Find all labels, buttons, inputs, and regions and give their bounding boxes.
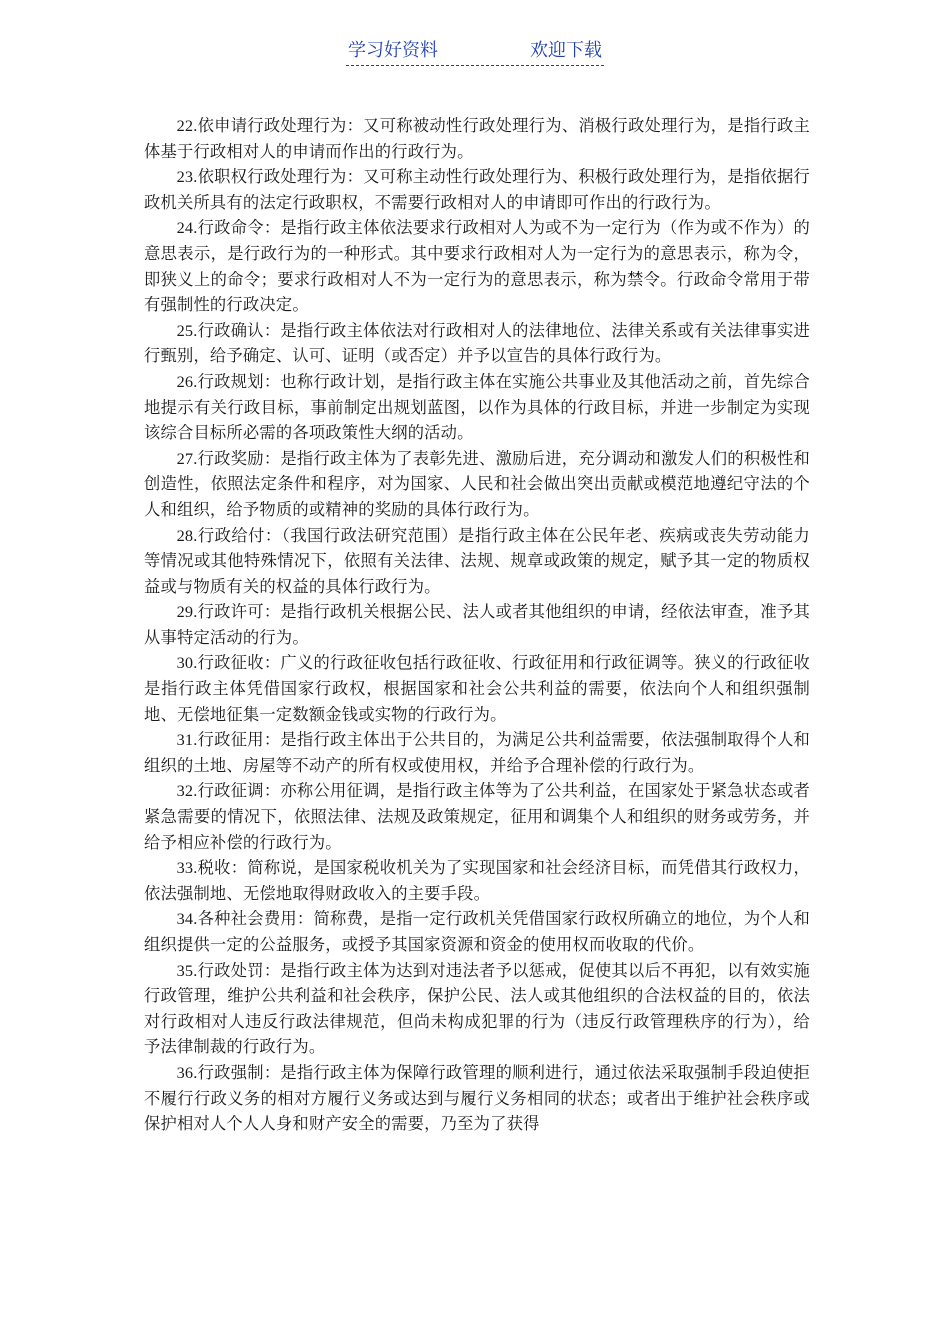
paragraph-text: 依申请行政处理行为：又可称被动性行政处理行为、消极行政处理行为，是指行政主体基于行政相对人的申请而作出的行政行为。 xyxy=(144,116,810,161)
document-body xyxy=(144,113,810,1137)
paragraph-text: 行政征收：广义的行政征收包括行政征收、行政征用和行政征调等。狭义的行政征收是指行政主体凭借国家行政权，根据国家和社会公共利益的需要，依法向个人和组织强制地、无偿地征集一定数额金钱或实物的行政行为。 xyxy=(144,653,810,724)
item-number: 32. xyxy=(176,781,198,801)
paragraph-text: 行政许可：是指行政机关根据公民、法人或者其他组织的申请，经依法审查，准予其从事特定活动的行为。 xyxy=(144,602,810,647)
paragraph-text: 行政征用：是指行政主体出于公共目的，为满足公共利益需要，依法强制取得个人和组织的土地、房屋等不动产的所有权或使用权，并给予合理补偿的行政行为。 xyxy=(144,730,810,775)
paragraph-30 xyxy=(144,650,810,727)
paragraph-28 xyxy=(144,523,810,600)
download-link[interactable]: 欢迎下载 xyxy=(530,40,602,61)
paragraph-text: 行政给付：（我国行政法研究范围）是指行政主体在公民年老、疾病或丧失劳动能力等情况或其他特殊情况下，依照有关法律、法规、规章或政策的规定，赋予其一定的物质权益或与物质有关的权益的具体行政行为。 xyxy=(144,525,810,596)
paragraph-36 xyxy=(144,1060,810,1137)
item-number: 26. xyxy=(176,371,198,391)
paragraph-text: 依职权行政处理行为：又可称主动性行政处理行为、积极行政处理行为，是指依据行政机关所具有的法定行政职权，不需要行政相对人的申请即可作出的行政行为。 xyxy=(144,167,810,212)
paragraph-25 xyxy=(144,318,810,369)
paragraph-text: 行政命令：是指行政主体依法要求行政相对人为或不为一定行为（作为或不作为）的意思表示，是行政行为的一种形式。其中要求行政相对人为一定行为的意思表示，称为令，即狭义上的命令；要求行政相对人不为一定行为的意思表示，称为禁令。行政命令常用于带有强制性的行政决定。 xyxy=(144,218,810,315)
item-number: 23. xyxy=(176,167,198,187)
paragraph-text: 行政确认：是指行政主体依法对行政相对人的法律地位、法律关系或有关法律事实进行甄别，给予确定、认可、证明（或否定）并予以宣告的具体行政行为。 xyxy=(144,320,810,366)
paragraph-text: 税收：简称说，是国家税收机关为了实现国家和社会经济目标，而凭借其行政权力，依法强制地、无偿地取得财政收入的主要手段。 xyxy=(144,858,810,903)
paragraph-text: 行政征调：亦称公用征调，是指行政主体等为了公共利益，在国家处于紧急状态或者紧急需要的情况下，依照法律、法规及政策规定，征用和调集个人和组织的财务或劳务，并给予相应补偿的行政行为。 xyxy=(144,781,810,852)
paragraph-23 xyxy=(144,164,810,215)
page-header xyxy=(0,38,950,66)
paragraph-text: 行政规划：也称行政计划，是指行政主体在实施公共事业及其他活动之前，首先综合地提示有关行政目标，事前制定出规划蓝图，以作为具体的行政目标，并进一步制定为实现该综合目标所必需的各项政策性大纲的活动。 xyxy=(144,371,810,443)
paragraph-text: 各种社会费用：简称费，是指一定行政机关凭借国家行政权所确立的地位，为个人和组织提供一定的公益服务，或授予其国家资源和资金的使用权而收取的代价。 xyxy=(144,909,810,954)
paragraph-26 xyxy=(144,369,810,446)
item-number: 34. xyxy=(176,909,198,929)
item-number: 30. xyxy=(176,653,198,673)
paragraph-text: 行政奖励：是指行政主体为了表彰先进、激励后进，充分调动和激发人们的积极性和创造性，依照法定条件和程序，对为国家、人民和社会做出突出贡献或模范地遵纪守法的个人和组织，给予物质的或精神的奖励的具体行政行为。 xyxy=(144,448,810,519)
paragraph-27 xyxy=(144,446,810,523)
item-number: 36. xyxy=(176,1062,198,1082)
paragraph-29 xyxy=(144,599,810,650)
study-materials-link[interactable]: 学习好资料 xyxy=(348,40,438,61)
item-number: 25. xyxy=(176,320,198,340)
item-number: 22. xyxy=(176,116,198,135)
item-number: 28. xyxy=(176,525,198,545)
paragraph-31 xyxy=(144,727,810,778)
paragraph-32 xyxy=(144,778,810,855)
paragraph-22 xyxy=(144,113,810,164)
item-number: 24. xyxy=(176,218,198,238)
paragraph-35 xyxy=(144,958,810,1060)
paragraph-24 xyxy=(144,215,810,317)
item-number: 27. xyxy=(176,448,198,468)
paragraph-text: 行政强制：是指行政主体为保障行政管理的顺利进行，通过依法采取强制手段迫使拒不履行行政义务的相对方履行义务或达到与履行义务相同的状态；或者出于维护社会秩序或保护相对人个人人身和财产安全的需要，乃至为了获得 xyxy=(144,1062,810,1134)
item-number: 33. xyxy=(176,858,198,878)
paragraph-34 xyxy=(144,906,810,957)
paragraph-33 xyxy=(144,855,810,906)
item-number: 31. xyxy=(176,730,198,750)
paragraph-text: 行政处罚：是指行政主体为达到对违法者予以惩戒，促使其以后不再犯，以有效实施行政管理，维护公共利益和社会秩序，保护公民、法人或其他组织的合法权益的目的，依法对行政相对人违反行政法律规范，但尚未构成犯罪的行为（违反行政管理秩序的行为），给予法律制裁的行政行为。 xyxy=(144,960,810,1057)
header-links xyxy=(346,38,604,66)
item-number: 35. xyxy=(176,960,198,980)
item-number: 29. xyxy=(176,602,198,622)
